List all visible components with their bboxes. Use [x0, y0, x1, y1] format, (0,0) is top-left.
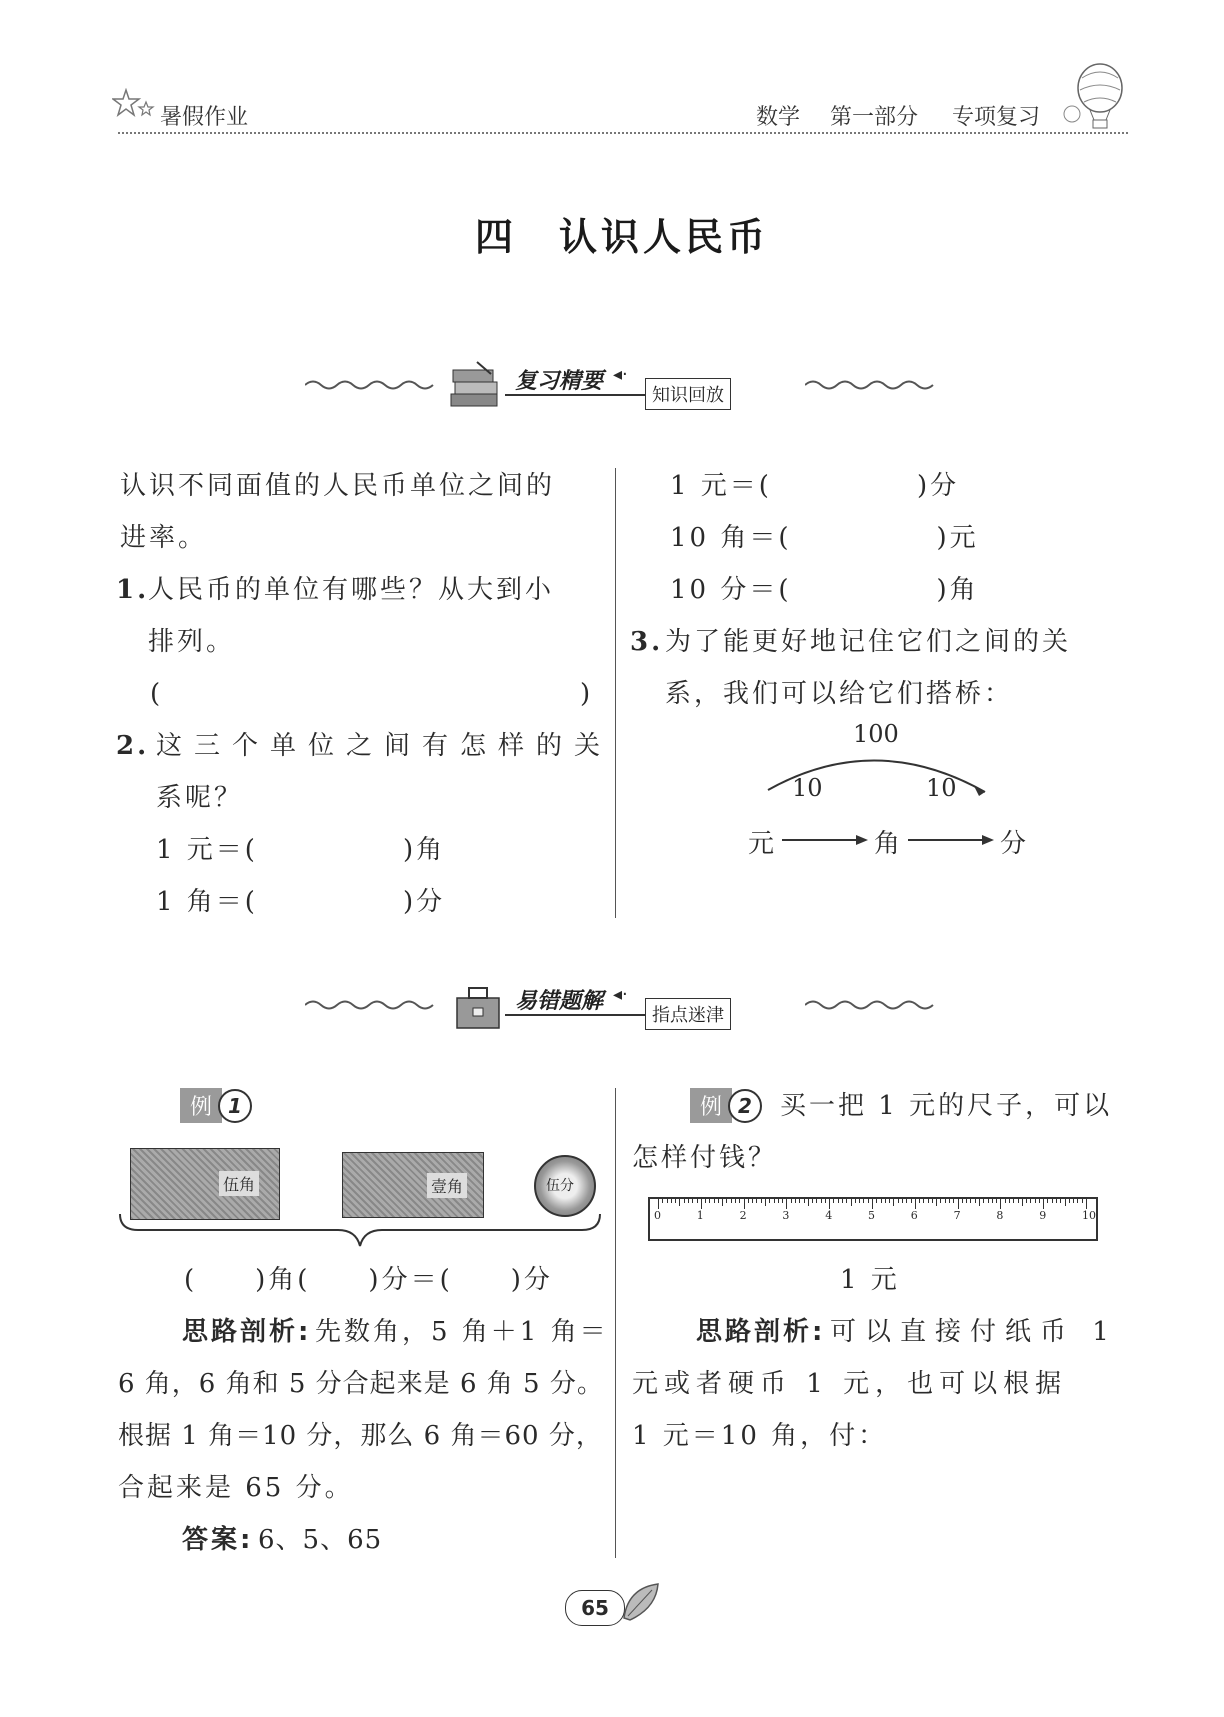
- ruler-tick: [1035, 1199, 1036, 1203]
- ruler-tick: [996, 1199, 997, 1203]
- five-fen-coin-text: 伍分: [546, 1178, 574, 1194]
- example1-analysis-label: 思路剖析:: [182, 1317, 312, 1347]
- ruler-tick: [667, 1199, 668, 1203]
- ruler-tick: [911, 1199, 912, 1203]
- header-part: 第一部分: [830, 105, 919, 130]
- ruler-tick: [1000, 1199, 1001, 1209]
- example2-badge-number: 2: [728, 1089, 762, 1123]
- q2-number: 2.: [116, 731, 150, 761]
- example1-fill-blank[interactable]: ( )角( )分＝( )分: [184, 1265, 553, 1295]
- ruler-tick: [898, 1199, 899, 1203]
- ruler-label: 7: [953, 1209, 961, 1222]
- ruler-tick: [756, 1199, 757, 1203]
- ruler-tick: [774, 1199, 775, 1203]
- bridge-yuan: 元: [748, 829, 775, 859]
- ruler-tick: [902, 1199, 903, 1203]
- mistakes-banner-sub: 指点迷津: [645, 998, 731, 1030]
- ruler-tick: [1043, 1199, 1044, 1209]
- ruler-tick: [739, 1199, 740, 1203]
- ruler-tick: [671, 1199, 672, 1203]
- ruler-tick: [1052, 1199, 1053, 1203]
- q2-line2: 系呢？: [156, 783, 244, 813]
- ruler-tick: [714, 1199, 715, 1203]
- ruler-tick: [1073, 1199, 1074, 1203]
- q1-answer-close: ): [580, 679, 594, 709]
- ruler-tick: [748, 1199, 749, 1203]
- ruler-tick: [735, 1199, 736, 1203]
- q1-line1: 人民币的单位有哪些？从大到小: [148, 575, 555, 605]
- ruler-tick: [731, 1199, 732, 1203]
- example2-analysis-line2: 元或者硬币 1 元，也可以根据: [632, 1369, 1068, 1399]
- ruler-tick: [675, 1199, 676, 1203]
- q1-line2: 排列。: [148, 627, 236, 657]
- ruler-tick: [1039, 1199, 1040, 1203]
- example2-badge-label: 例: [690, 1088, 732, 1123]
- ruler-tick: [692, 1199, 693, 1203]
- example1-answer-label: 答案:: [182, 1525, 254, 1555]
- ruler-tick: [966, 1199, 967, 1203]
- ruler-tick: [705, 1199, 706, 1203]
- ruler-label: 3: [782, 1209, 790, 1222]
- bridge-label-100: 100: [853, 720, 899, 748]
- header-section: 专项复习: [952, 105, 1041, 130]
- review-intro-line2: 进率。: [120, 523, 208, 553]
- example1-badge: [180, 1088, 252, 1123]
- example2-analysis-line1: 可以直接付纸币 1: [830, 1317, 1118, 1347]
- ruler-tick: [829, 1199, 830, 1209]
- example2-price: 1 元: [840, 1265, 900, 1295]
- ruler-tick: [838, 1199, 839, 1203]
- example2-question-line2: 怎样付钱？: [632, 1143, 778, 1173]
- ruler-tick: [915, 1199, 916, 1209]
- example1-answer: 6、5、65: [258, 1525, 383, 1555]
- eq-yuan-fen[interactable]: 1 元＝( )分: [670, 471, 960, 501]
- ruler-label: 5: [868, 1209, 875, 1222]
- ruler-tick: [744, 1199, 745, 1209]
- ruler-tick: [859, 1199, 860, 1203]
- ruler-tick: [1018, 1199, 1019, 1203]
- page-number: 65: [581, 1596, 609, 1620]
- q1-answer-open[interactable]: (: [150, 679, 164, 709]
- ruler-tick: [1026, 1199, 1027, 1203]
- ruler-tick: [1022, 1199, 1023, 1206]
- ruler-tick: [1069, 1199, 1070, 1203]
- ruler-tick: [1009, 1199, 1010, 1203]
- example1-badge-number: 1: [218, 1089, 252, 1123]
- review-intro-line1: 认识不同面值的人民币单位之间的: [120, 471, 556, 501]
- ruler-tick: [658, 1199, 659, 1209]
- header-subject: 数学: [756, 105, 801, 130]
- ruler-tick: [949, 1199, 950, 1203]
- ruler-tick: [855, 1199, 856, 1203]
- header-divider: [118, 132, 1128, 134]
- ruler-tick: [979, 1199, 980, 1206]
- ruler-tick: [825, 1199, 826, 1203]
- ruler-tick: [752, 1199, 753, 1203]
- ruler-tick: [1060, 1199, 1061, 1203]
- ruler-tick: [1013, 1199, 1014, 1203]
- ruler-tick: [765, 1199, 766, 1206]
- ruler-tick: [1082, 1199, 1083, 1203]
- ruler-tick: [718, 1199, 719, 1203]
- ruler-tick: [684, 1199, 685, 1203]
- leaf-icon: [618, 1578, 668, 1628]
- ruler-tick: [1047, 1199, 1048, 1203]
- stars-icon: [112, 88, 156, 122]
- example1-badge-label: 例: [180, 1088, 222, 1123]
- ruler-tick: [1005, 1199, 1006, 1203]
- mistakes-banner: [305, 980, 935, 1040]
- ruler-tick: [923, 1199, 924, 1203]
- ruler-label: 1: [696, 1209, 704, 1222]
- ruler-tick: [936, 1199, 937, 1206]
- books-icon: [447, 360, 505, 416]
- example2-badge: [690, 1088, 762, 1123]
- ruler-tick: [868, 1199, 869, 1203]
- ruler-tick: [928, 1199, 929, 1203]
- ruler-label: 4: [825, 1209, 833, 1222]
- review-banner-title: 复习精要: [515, 369, 604, 394]
- mistakes-banner-title: 易错题解: [515, 989, 604, 1014]
- review-banner: [305, 360, 935, 420]
- five-jiao-bill-text: 伍角: [219, 1171, 259, 1196]
- ruler-tick: [821, 1199, 822, 1203]
- ruler-tick: [786, 1199, 787, 1209]
- ruler-tick: [962, 1199, 963, 1203]
- ruler-tick: [906, 1199, 907, 1203]
- ruler-tick: [833, 1199, 834, 1203]
- five-fen-coin: [534, 1155, 596, 1217]
- ruler-tick: [799, 1199, 800, 1203]
- ruler-tick: [778, 1199, 779, 1203]
- ruler-tick: [697, 1199, 698, 1203]
- ruler-tick: [932, 1199, 933, 1203]
- ruler-tick: [804, 1199, 805, 1203]
- ruler-tick: [881, 1199, 882, 1203]
- ruler-tick: [988, 1199, 989, 1203]
- ruler-label: 8: [996, 1209, 1004, 1222]
- column-divider-bottom: [615, 1088, 616, 1558]
- ruler-tick: [726, 1199, 727, 1203]
- ruler-label: 10: [1082, 1209, 1096, 1222]
- ruler-tick: [1030, 1199, 1031, 1203]
- eq-yuan-jiao[interactable]: 1 元＝( )角: [156, 835, 446, 865]
- ruler-label: 0: [654, 1209, 661, 1222]
- ruler-tick: [709, 1199, 710, 1203]
- ruler-tick: [893, 1199, 894, 1206]
- ruler-tick: [1077, 1199, 1078, 1203]
- ruler-tick: [722, 1199, 723, 1206]
- column-divider-top: [615, 468, 616, 918]
- ruler-tick: [958, 1199, 959, 1209]
- header-left-title: 暑假作业: [160, 105, 249, 130]
- ruler-tick: [1056, 1199, 1057, 1203]
- arrow-left-icon: ◂·: [613, 364, 628, 385]
- bridge-fen: 分: [1000, 829, 1027, 859]
- bridge-label-10-right: 10: [926, 774, 957, 802]
- ruler-tick: [889, 1199, 890, 1203]
- example2-analysis-line3: 1 元＝10 角，付：: [632, 1421, 888, 1451]
- ruler-tick: [863, 1199, 864, 1203]
- five-jiao-bill: [130, 1148, 280, 1220]
- ruler-tick: [851, 1199, 852, 1206]
- ruler-ticks: [654, 1199, 1096, 1239]
- example2-question-line1: 买一把 1 元的尺子，可以: [780, 1091, 1113, 1121]
- q3-line2: 系，我们可以给它们搭桥：: [665, 679, 1014, 709]
- eq-jiao-fen[interactable]: 1 角＝( )分: [156, 887, 446, 917]
- page-number-box: [565, 1590, 625, 1626]
- ruler-tick: [970, 1199, 971, 1203]
- ruler-tick: [876, 1199, 877, 1203]
- bridge-jiao: 角: [874, 829, 901, 859]
- ruler-tick: [953, 1199, 954, 1203]
- ruler-tick: [701, 1199, 702, 1209]
- briefcase-icon: [453, 980, 505, 1034]
- example1-analysis-line2: 6 角，6 角和 5 分合起来是 6 角 5 分。: [118, 1369, 604, 1399]
- ruler-tick: [1065, 1199, 1066, 1206]
- one-jiao-bill-text: 壹角: [427, 1173, 467, 1198]
- ruler-tick: [975, 1199, 976, 1203]
- bridge-diagram: [740, 720, 1040, 860]
- ruler-label: 9: [1039, 1209, 1047, 1222]
- ruler-tick: [983, 1199, 984, 1203]
- ruler-tick: [945, 1199, 946, 1203]
- ruler-tick: [782, 1199, 783, 1203]
- ruler-tick: [791, 1199, 792, 1203]
- one-jiao-bill: [342, 1152, 484, 1218]
- ruler-tick: [846, 1199, 847, 1203]
- eq-jiao-yuan[interactable]: 10 角＝( )元: [670, 523, 979, 553]
- page-title: 四 认识人民币: [475, 215, 770, 259]
- ruler-tick: [992, 1199, 993, 1203]
- example2-analysis-label: 思路剖析:: [696, 1317, 826, 1347]
- ruler-tick: [769, 1199, 770, 1203]
- ruler-tick: [816, 1199, 817, 1203]
- example1-analysis-line3: 根据 1 角＝10 分，那么 6 角＝60 分，: [118, 1421, 603, 1451]
- q1-number: 1.: [116, 575, 150, 605]
- ruler-tick: [1086, 1199, 1087, 1209]
- ruler-tick: [919, 1199, 920, 1203]
- ruler-tick: [662, 1199, 663, 1203]
- ruler-tick: [688, 1199, 689, 1203]
- ruler-tick: [761, 1199, 762, 1203]
- q3-number: 3.: [630, 627, 664, 657]
- ruler-tick: [808, 1199, 809, 1206]
- ruler-tick: [795, 1199, 796, 1203]
- ruler-tick: [842, 1199, 843, 1203]
- ruler-label: 2: [739, 1209, 747, 1222]
- example1-analysis-line4: 合起来是 65 分。: [118, 1473, 354, 1503]
- q3-line1: 为了能更好地记住它们之间的关: [665, 627, 1072, 657]
- ruler-tick: [812, 1199, 813, 1203]
- review-banner-sub: 知识回放: [645, 378, 731, 410]
- eq-fen-jiao[interactable]: 10 分＝( )角: [670, 575, 979, 605]
- ruler-tick: [885, 1199, 886, 1203]
- q2-line1: 这三个单位之间有怎样的关: [156, 731, 613, 761]
- ruler-tick: [679, 1199, 680, 1206]
- arrow-left-icon: ◂·: [613, 984, 628, 1005]
- ruler: [648, 1197, 1098, 1241]
- ruler-tick: [872, 1199, 873, 1209]
- bridge-label-10-left: 10: [792, 774, 823, 802]
- example1-analysis-line1: 先数角，5 角＋1 角＝: [315, 1317, 609, 1347]
- ruler-tick: [940, 1199, 941, 1203]
- group-brace: [118, 1212, 602, 1248]
- ruler-label: 6: [910, 1209, 918, 1222]
- balloon-icon: [1060, 62, 1130, 132]
